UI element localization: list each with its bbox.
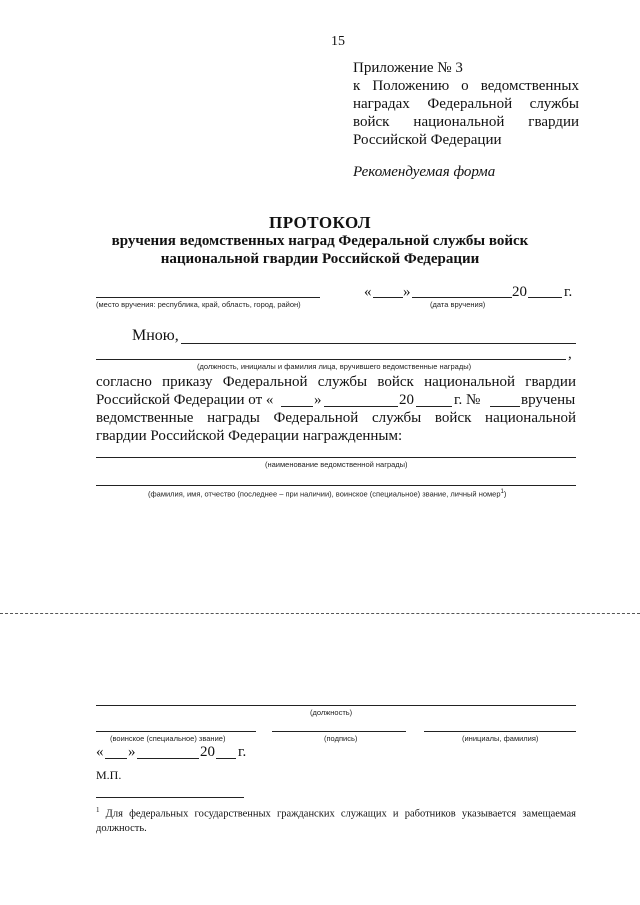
place-caption: (место вручения: республика, край, область, город, район) xyxy=(96,300,301,309)
order-close-quote: » xyxy=(314,392,322,408)
signature-line xyxy=(272,731,406,732)
sig-date-day-line xyxy=(105,758,127,759)
appendix-line: Российской Федерации xyxy=(353,132,502,148)
stamp-label: М.П. xyxy=(96,768,122,782)
document-title: ПРОТОКОЛ xyxy=(268,213,371,232)
sig-date-open: « xyxy=(96,744,104,760)
sig-date-year-line xyxy=(216,758,236,759)
award-line xyxy=(96,457,576,458)
sig-date-close: » xyxy=(128,744,136,760)
order-year-line xyxy=(416,406,452,407)
section-separator xyxy=(0,613,640,614)
appendix-title: Приложение № 3 xyxy=(353,60,463,76)
sig-date-year-prefix: 20 xyxy=(200,744,215,760)
presenter-line-2 xyxy=(96,359,566,360)
recipient-caption: (фамилия, имя, отчество (последнее – при наличии), воинское (специальное) звание, личный номер$^1$) xyxy=(148,489,507,499)
rank-line xyxy=(96,731,256,732)
page-number: 15 xyxy=(331,34,345,49)
place-line xyxy=(96,297,320,298)
footnote-line: $^1$ Для федеральных государственных гражданских служащих и работников указывается замещаемая xyxy=(96,806,576,820)
date-caption: (дата вручения) xyxy=(430,300,486,309)
rank-caption: (воинское (специальное) звание) xyxy=(110,734,226,743)
date-year-prefix: 20 xyxy=(512,284,527,300)
date-month-line xyxy=(412,297,512,298)
order-awarded: вручены xyxy=(521,392,576,408)
award-caption: (наименование ведомственной награды) xyxy=(265,460,408,469)
order-day-line xyxy=(281,406,313,407)
body-line: согласно приказу Федеральной службы войск национальной гвардии xyxy=(96,374,576,390)
date-year-suffix: г. xyxy=(564,284,573,300)
date-open-quote: « xyxy=(364,284,372,300)
recipient-line xyxy=(96,485,576,486)
appendix-line: к Положению о ведомственных xyxy=(353,78,579,94)
document-subtitle: национальной гвардии Российской Федерации xyxy=(160,251,480,267)
initials-line xyxy=(424,731,576,732)
position-caption: (должность) xyxy=(310,708,353,717)
sig-date-year-suffix: г. xyxy=(238,744,247,760)
footnote xyxy=(96,803,576,836)
document-subtitle: вручения ведомственных наград Федеральной службы войск xyxy=(111,233,529,249)
date-day-line xyxy=(373,297,403,298)
order-year-prefix: 20 xyxy=(399,392,414,408)
position-line xyxy=(96,705,576,706)
order-number-line xyxy=(490,406,520,407)
sig-date-month-line xyxy=(137,758,199,759)
footnote-mark: 1 xyxy=(96,806,100,814)
form-note: Рекомендуемая форма xyxy=(353,164,496,180)
body-line: гвардии Российской Федерации награжденным: xyxy=(96,428,403,444)
initials-caption: (инициалы, фамилия) xyxy=(462,734,539,743)
order-number-label: г. № xyxy=(454,392,481,408)
appendix-line: наградах Федеральной службы xyxy=(353,96,579,112)
appendix-line: войск национальной гвардии xyxy=(353,114,579,130)
date-close-quote: » xyxy=(403,284,411,300)
body-line: ведомственные награды Федеральной службы войск национальной xyxy=(96,410,576,426)
footnote-line: должность. xyxy=(96,822,147,834)
signature-caption: (подпись) xyxy=(324,734,358,743)
appendix-block xyxy=(353,59,579,181)
presenter-comma: , xyxy=(568,346,572,362)
presenter-caption: (должность, инициалы и фамилия лица, вручившего ведомственные награды) xyxy=(197,362,472,371)
recipient-footnote-mark: 1 xyxy=(500,489,504,495)
body-line-start: Российской Федерации от « xyxy=(96,392,274,408)
date-year-line xyxy=(528,297,562,298)
order-month-line xyxy=(324,406,398,407)
footnote-separator xyxy=(96,797,244,798)
presenter-label: Мною, xyxy=(132,327,179,344)
presenter-line xyxy=(181,343,576,344)
